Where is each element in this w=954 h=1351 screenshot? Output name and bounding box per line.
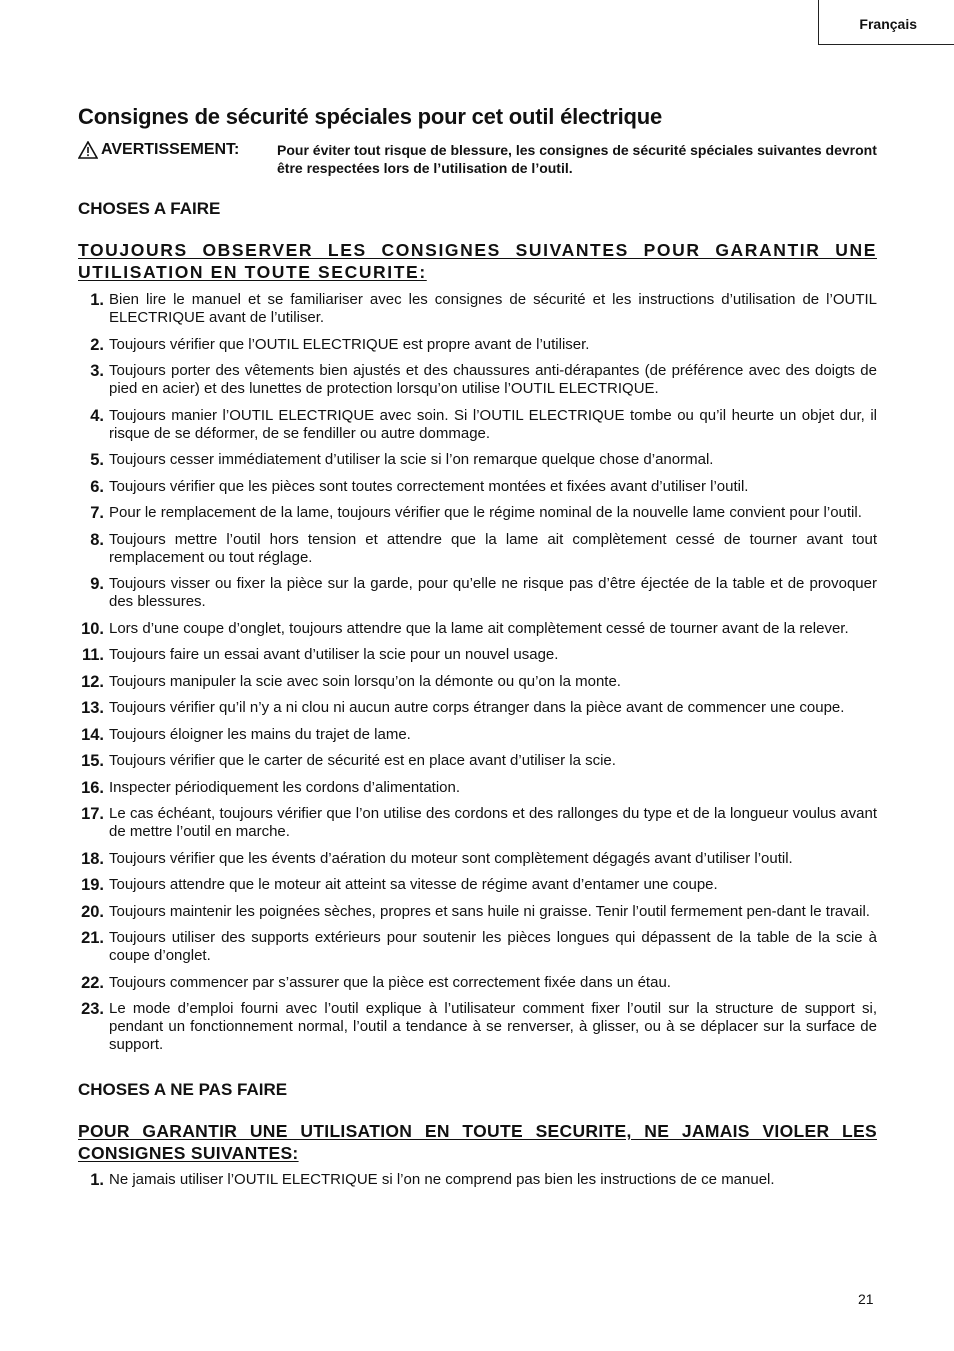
page-title: Consignes de sécurité spéciales pour cet outil électrique (78, 104, 663, 129)
list-item-number: 13. (81, 699, 104, 717)
list-item-number: 4. (90, 406, 104, 425)
warning-triangle-icon (78, 141, 98, 159)
section-emphasis-dont (78, 1120, 877, 1164)
dont-list (78, 1171, 877, 1189)
list-item (78, 974, 877, 992)
list-item-text: Toujours vérifier que l’OUTIL ELECTRIQUE est propre avant de l’utiliser. (109, 335, 590, 353)
list-item (78, 362, 877, 398)
list-item (78, 620, 877, 638)
list-item-text: Toujours utiliser des supports extérieurs pour soutenir les pièces longues qui dépassent de la table de la scie à coupe d’onglet. (109, 929, 877, 964)
list-item-number: 18. (81, 849, 104, 868)
list-item-text: Ne jamais utiliser l’OUTIL ELECTRIQUE si l’on ne comprend pas bien les instructions de ce manuel. (109, 1171, 775, 1188)
section-emphasis-do-text: TOUJOURS OBSERVER LES CONSIGNES SUIVANTES POUR GARANTIR UNE UTILISATION EN TOUTE SECURITE: (78, 240, 877, 282)
list-item-text: Toujours faire un essai avant d’utiliser la scie pour un nouvel usage. (109, 646, 559, 663)
list-item (78, 699, 877, 717)
warning-label: AVERTISSEMENT: (101, 141, 240, 158)
list-item (78, 504, 877, 522)
list-item (78, 903, 877, 921)
list-item-text: Inspecter périodiquement les cordons d’alimentation. (109, 778, 461, 796)
list-item-number: 23. (81, 1000, 104, 1018)
do-list (78, 291, 877, 1054)
list-item-text: Toujours éloigner les mains du trajet de lame. (109, 725, 411, 743)
list-item (78, 673, 877, 691)
list-item-text: Toujours visser ou fixer la pièce sur la garde, pour qu’elle ne risque pas d’être éjectée de la table et de provoquer des blessures. (109, 575, 877, 610)
warning-label-group (78, 140, 277, 160)
section-heading-do: CHOSES A FAIRE (78, 199, 221, 218)
language-tab (818, 0, 954, 45)
list-item (78, 531, 877, 567)
list-item-text: Bien lire le manuel et se familiariser avec les consignes de sécurité et les instructions d’utilisation de l’OUTIL ELECTRIQUE avant de l’utiliser. (109, 291, 877, 326)
list-item-number: 6. (90, 477, 104, 496)
list-item (78, 291, 877, 327)
list-item-text: Toujours vérifier que les pièces sont toutes correctement montées et fixées avant d’utiliser l’outil. (109, 477, 749, 495)
list-item-number: 3. (90, 362, 104, 380)
list-item-text: Toujours maintenir les poignées sèches, propres et sans huile ni graisse. Tenir l’outil fermement pen-dant le travail. (109, 902, 870, 920)
warning-block (78, 140, 877, 177)
list-item-number: 7. (90, 504, 104, 522)
list-item (78, 1000, 877, 1054)
page-content (78, 102, 877, 1198)
section-emphasis-do (78, 239, 877, 283)
list-item-text: Le mode d’emploi fourni avec l’outil explique à l’utilisateur comment fixer l’outil sur la structure de support si, pendant un fonctionnement normal, l’outil a tendance à se renverser, à glisser, ou à se déplacer sur la surface de support. (109, 1000, 877, 1053)
list-item-text: Toujours commencer par s’assurer que la pièce est correctement fixée dans un étau. (109, 973, 671, 991)
list-item-number: 1. (90, 1171, 104, 1189)
list-item (78, 478, 877, 496)
list-item (78, 336, 877, 354)
list-item-number: 8. (90, 530, 104, 549)
list-item-number: 21. (81, 929, 104, 947)
list-item (78, 646, 877, 664)
list-item-number: 22. (81, 973, 104, 992)
list-item-number: 15. (81, 752, 104, 770)
list-item-number: 20. (81, 902, 104, 921)
list-item (78, 805, 877, 841)
list-item-number: 1. (90, 291, 104, 309)
list-item-text: Toujours manipuler la scie avec soin lorsqu’on la démonte ou qu’on la monte. (109, 672, 621, 690)
list-item-text: Pour le remplacement de la lame, toujours vérifier que le régime nominal de la nouvelle lame convient pour l’outil. (109, 504, 862, 521)
list-item (78, 726, 877, 744)
list-item (78, 1171, 877, 1189)
list-item-text: Toujours manier l’OUTIL ELECTRIQUE avec soin. Si l’OUTIL ELECTRIQUE tombe ou qu’il heurte un objet dur, il risque de se déformer, de se fendiller ou autre dommage. (109, 406, 877, 442)
list-item-text: Toujours vérifier qu’il n’y a ni clou ni aucun autre corps étranger dans la pièce avant de commencer une coupe. (109, 699, 845, 716)
list-item-number: 11. (81, 646, 104, 664)
list-item (78, 850, 877, 868)
list-item-number: 2. (90, 335, 104, 354)
list-item (78, 407, 877, 443)
list-item (78, 876, 877, 894)
section-heading-dont: CHOSES A NE PAS FAIRE (78, 1080, 288, 1099)
list-item-number: 14. (81, 725, 104, 744)
list-item-text: Le cas échéant, toujours vérifier que l’on utilise des cordons et des rallonges du type et de la longueur voulus avant de mettre l’outil en marche. (109, 805, 877, 840)
list-item (78, 779, 877, 797)
list-item-number: 10. (81, 619, 104, 638)
list-item-text: Toujours porter des vêtements bien ajustés et des chaussures anti-dérapantes (de préférence avec des doigts de pied en acier) et des lunettes de protection lorsqu’on utilise l’OUTIL ELECTRIQUE. (109, 362, 877, 397)
list-item (78, 451, 877, 469)
list-item (78, 929, 877, 965)
list-item-number: 16. (81, 778, 104, 797)
list-item-text: Lors d’une coupe d’onglet, toujours attendre que la lame ait complètement cessé de tourner avant de la relever. (109, 619, 849, 637)
list-item-number: 19. (81, 876, 104, 894)
list-item-number: 9. (90, 575, 104, 593)
list-item-text: Toujours vérifier que le carter de sécurité est en place avant d’utiliser la scie. (109, 752, 616, 769)
list-item-text: Toujours mettre l’outil hors tension et attendre que la lame ait complètement cessé de tourner avant tout remplacement ou tout réglage. (109, 530, 877, 566)
list-item-number: 5. (90, 451, 104, 469)
list-item (78, 752, 877, 770)
list-item-text: Toujours attendre que le moteur ait atteint sa vitesse de régime avant d’entamer une coupe. (109, 876, 718, 893)
section-emphasis-dont-text: POUR GARANTIR UNE UTILISATION EN TOUTE SECURITE, NE JAMAIS VIOLER LES CONSIGNES SUIVANTES: (78, 1121, 877, 1163)
page-number: 21 (858, 1291, 874, 1307)
list-item-text: Toujours vérifier que les évents d’aération du moteur sont complètement dégagés avant d’utiliser l’outil. (109, 849, 793, 867)
list-item-number: 17. (81, 805, 104, 823)
list-item (78, 575, 877, 611)
language-label: Français (859, 16, 917, 32)
list-item-text: Toujours cesser immédiatement d’utiliser la scie si l’on remarque quelque chose d’anormal. (109, 451, 714, 468)
warning-text: Pour éviter tout risque de blessure, les consignes de sécurité spéciales suivantes devront être respectées lors de l’utilisation de l’outil. (277, 142, 877, 176)
list-item-number: 12. (81, 672, 104, 691)
